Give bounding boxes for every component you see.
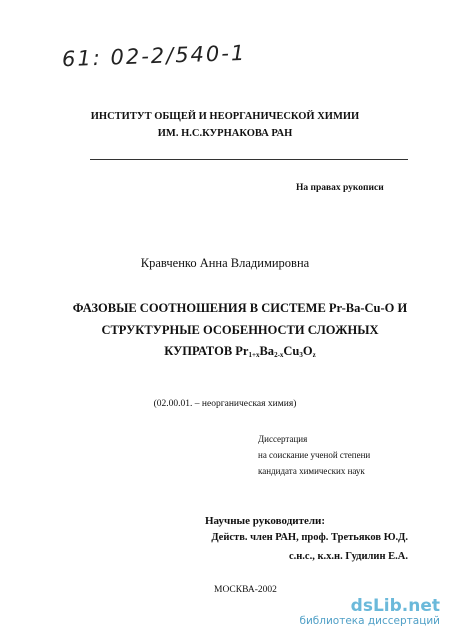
dissertation-degree-name: кандидата химических наук (258, 466, 365, 476)
city-year: МОСКВА-2002 (214, 585, 277, 595)
handwritten-catalog-number: 61: 02-2/540-1 (61, 40, 247, 72)
title-line-3 (60, 345, 420, 359)
formula-sub-pr: 1+x (248, 351, 260, 359)
author-name: Кравченко Анна Владимировна (140, 256, 310, 270)
supervisor-1: Действ. член РАН, проф. Третьяков Ю.Д. (211, 532, 408, 543)
supervisors-label: Научные руководители: (205, 515, 326, 527)
formula-o: O (302, 344, 313, 358)
title-line-3-prefix: КУПРАТОВ Pr (164, 344, 249, 358)
formula-sub-ba: 2-x (274, 351, 284, 359)
watermark-subtitle: библиотека диссертаций (299, 615, 440, 627)
rights-note: На правах рукописи (296, 183, 384, 193)
title-line-2: СТРУКТУРНЫЕ ОСОБЕННОСТИ СЛОЖНЫХ (101, 323, 379, 337)
formula-sub-cu: 3 (299, 351, 303, 359)
formula-cu: Cu (283, 344, 300, 358)
header-divider (90, 159, 408, 160)
specialty-code: (02.00.01. – неорганическая химия) (153, 399, 297, 409)
institute-subname: ИМ. Н.С.КУРНАКОВА РАН (157, 128, 293, 139)
watermark (299, 596, 440, 627)
institute-name: ИНСТИТУТ ОБЩЕЙ И НЕОРГАНИЧЕСКОЙ ХИМИИ (90, 111, 360, 122)
formula-ba: Ba (259, 344, 275, 358)
dissertation-degree-line: на соискание ученой степени (258, 450, 371, 460)
watermark-logo: dsLib.net (350, 596, 440, 616)
title-line-1: ФАЗОВЫЕ СООТНОШЕНИЯ В СИСТЕМЕ Pr-Ba-Cu-O И (72, 301, 408, 315)
dissertation-label: Диссертация (258, 434, 308, 444)
supervisor-2: с.н.с., к.х.н. Гудилин Е.А. (288, 551, 408, 562)
formula-sub-o: z (312, 351, 316, 359)
